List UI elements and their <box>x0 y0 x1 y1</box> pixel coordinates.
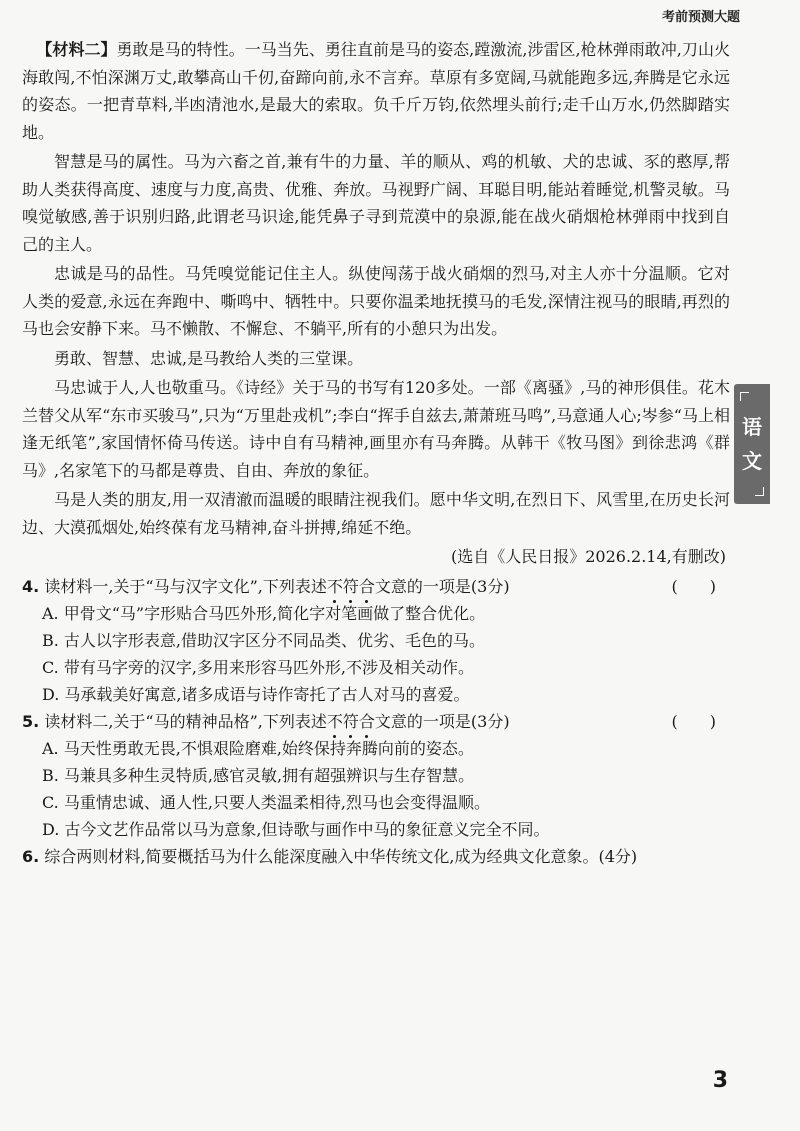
material-paragraph-6: 马是人类的朋友,用一双清澈而温暖的眼睛注视我们。愿中华文明,在烈日下、风雪里,在历史长河边、大漠孤烟处,始终葆有龙马精神,奋斗拼搏,绵延不绝。 <box>22 490 730 537</box>
material-paragraph-2: 智慧是马的属性。马为六畜之首,兼有牛的力量、羊的顺从、鸡的机敏、犬的忠诚、豕的憨厚,帮助人类获得高度、速度与力度,高贵、优雅、奔放。马视野广阔、耳聪目明,能站着睡觉,机警灵敏。马嗅觉敏感,善于识别归路,此谓老马识途,能凭鼻子寻到荒漠中的泉源,能在战火硝烟枪林弹雨中找到自己的主人。 <box>22 152 730 254</box>
material-paragraph-5: 马忠诚于人,人也敬重马。《诗经》关于马的书写有120多处。一部《离骚》,马的神形俱佳。花木兰替父从军“东市买骏马”,只为“万里赴戎机”;李白“挥手自兹去,萧萧班马鸣”,马意通人心;岑参“马上相逢无纸笔”,家国情怀倚马传送。诗中自有马精神,画里亦有马奔腾。从韩干《牧马图》到徐悲鸿《群马》,名家笔下的马都是尊贵、自由、奔放的象征。 <box>22 378 730 480</box>
material-paragraph-1 <box>22 36 730 146</box>
question-stem <box>22 573 510 600</box>
question-number: 5. <box>22 711 40 731</box>
option-d[interactable]: D. 古今文艺作品常以马为意象,但诗歌与画作中马的象征意义完全不同。 <box>42 819 550 839</box>
tab-corner-decoration <box>755 487 764 496</box>
option-c[interactable]: C. 马重情忠诚、通人性,只要人类温柔相待,烈马也会变得温顺。 <box>42 792 491 812</box>
stem-text: 文意的一项是(3分) <box>374 711 510 731</box>
emphasis-char: 合 <box>359 573 375 600</box>
question-4 <box>22 573 730 708</box>
stem-text: 读材料一,关于“马与汉字文化”,下列表述 <box>44 576 327 596</box>
emphasis-char: 符 <box>343 708 359 735</box>
side-tab-char: 语 <box>742 415 762 439</box>
option-c[interactable]: C. 带有马字旁的汉字,多用来形容马匹外形,不涉及相关动作。 <box>42 657 475 677</box>
emphasis-char: 不 <box>327 573 343 600</box>
question-number: 6. <box>22 846 40 866</box>
option-d[interactable]: D. 马承载美好寓意,诸多成语与诗作寄托了古人对马的喜爱。 <box>42 684 470 704</box>
emphasis-char: 不 <box>327 708 343 735</box>
page-number: 3 <box>712 1068 728 1093</box>
side-tab-char: 文 <box>742 449 762 473</box>
emphasis-text <box>327 577 375 596</box>
emphasis-text <box>327 712 375 731</box>
emphasis-char: 符 <box>343 573 359 600</box>
option-a[interactable]: A. 甲骨文“马”字形贴合马匹外形,简化字对笔画做了整合优化。 <box>42 603 486 623</box>
material-tag: 【材料二】 <box>36 40 117 59</box>
question-5 <box>22 708 730 843</box>
subject-side-tab <box>734 384 770 504</box>
emphasis-char: 合 <box>359 708 375 735</box>
page-header: 考前预测大题 <box>661 10 740 25</box>
option-b[interactable]: B. 马兼具多种生灵特质,感官灵敏,拥有超强辨识与生存智慧。 <box>42 765 475 785</box>
answer-blank[interactable]: ( ) <box>671 576 716 596</box>
material-paragraph-text: 勇敢是马的特性。一马当先、勇往直前是马的姿态,蹚激流,涉雷区,枪林弹雨敢冲,刀山火海敢闯,不怕深渊万丈,敢攀高山千仞,奋蹄向前,永不言弃。草原有多宽阔,马就能跑多远,奔腾是它永远的姿态。一把青草料,半凼清池水,是最大的索取。负千斤万钧,依然埋头前行;走千山万水,仍然脚踏实地。 <box>22 40 730 142</box>
source-citation: (选自《人民日报》2026.2.14,有删改) <box>450 547 726 566</box>
stem-text: 文意的一项是(3分) <box>374 576 510 596</box>
stem-text: 读材料二,关于“马的精神品格”,下列表述 <box>44 711 327 731</box>
tab-corner-decoration <box>740 392 749 401</box>
option-b[interactable]: B. 古人以字形表意,借助汉字区分不同品类、优劣、毛色的马。 <box>42 630 486 650</box>
option-a[interactable]: A. 马天性勇敢无畏,不惧艰险磨难,始终保持奔腾向前的姿态。 <box>42 738 474 758</box>
question-stem <box>22 708 510 735</box>
material-paragraph-3: 忠诚是马的品性。马凭嗅觉能记住主人。纵使闯荡于战火硝烟的烈马,对主人亦十分温顺。它对人类的爱意,永远在奔跑中、嘶鸣中、牺牲中。只要你温柔地抚摸马的毛发,深情注视马的眼睛,再烈的马也会安静下来。马不懒散、不懈怠、不躺平,所有的小憩只为出发。 <box>22 264 730 338</box>
question-number: 4. <box>22 576 40 596</box>
stem-text: 综合两则材料,简要概括马为什么能深度融入中华传统文化,成为经典文化意象。(4分) <box>44 846 638 866</box>
page-content <box>22 36 730 870</box>
question-stem <box>22 843 637 870</box>
material-paragraph-4: 勇敢、智慧、忠诚,是马教给人类的三堂课。 <box>54 348 364 368</box>
question-6 <box>22 843 730 870</box>
answer-blank[interactable]: ( ) <box>671 711 716 731</box>
